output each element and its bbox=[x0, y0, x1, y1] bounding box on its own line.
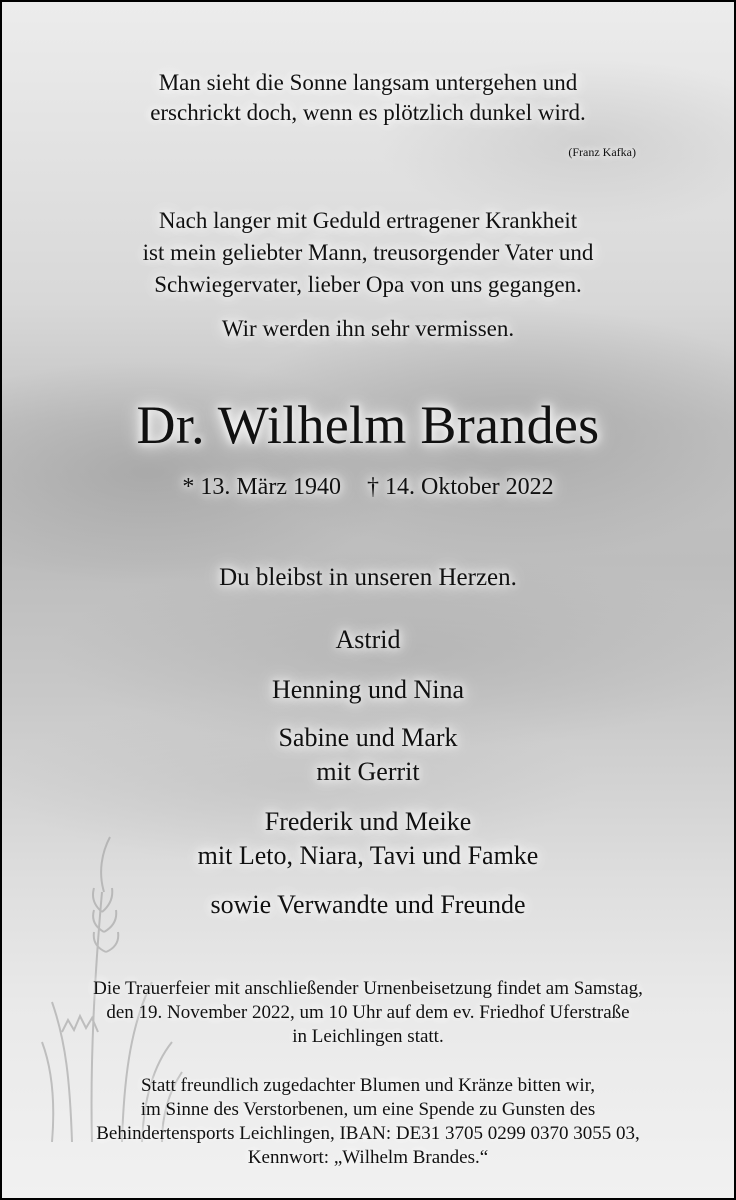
service-line-1: Die Trauerfeier mit anschließender Urnenbeisetzung findet am Samstag, bbox=[93, 978, 643, 999]
intro-line-3: Schwiegervater, lieber Opa von uns gegangen. bbox=[154, 272, 582, 297]
deceased-name: Dr. Wilhelm Brandes bbox=[136, 395, 600, 455]
service-line-2: den 19. November 2022, um 10 Uhr auf dem ev. Friedhof Uferstraße bbox=[106, 1002, 630, 1023]
motto: Du bleibst in unseren Herzen. bbox=[219, 564, 517, 591]
quote-source: (Franz Kafka) bbox=[568, 145, 636, 159]
intro-line-4: Wir werden ihn sehr vermissen. bbox=[221, 316, 515, 341]
donation-line-2: im Sinne des Verstorbenen, um eine Spende zu Gunsten des bbox=[140, 1099, 596, 1120]
family-line-6: mit Leto, Niara, Tavi und Famke bbox=[197, 841, 539, 870]
death-date: † 14. Oktober 2022 bbox=[366, 474, 554, 500]
quote-line-2: erschrickt doch, wenn es plötzlich dunkel wird. bbox=[150, 100, 586, 125]
family-line-2: Henning und Nina bbox=[271, 675, 465, 704]
donation-line-1: Statt freundlich zugedachter Blumen und Kränze bitten wir, bbox=[140, 1075, 596, 1096]
family-line-3: Sabine und Mark bbox=[278, 723, 458, 752]
intro-line-2: ist mein geliebter Mann, treusorgender Vater und bbox=[142, 240, 594, 265]
family-line-4: mit Gerrit bbox=[316, 757, 420, 786]
life-dates bbox=[2, 474, 734, 501]
donation-line-3: Behindertensports Leichlingen, IBAN: DE31 3705 0299 0370 3055 03, bbox=[96, 1123, 640, 1144]
family-line-7: sowie Verwandte und Freunde bbox=[210, 890, 526, 919]
family-line-5: Frederik und Meike bbox=[264, 807, 472, 836]
family-line-1: Astrid bbox=[335, 625, 401, 654]
donation-line-4: Kennwort: „Wilhelm Brandes.“ bbox=[247, 1147, 489, 1168]
service-line-3: in Leichlingen statt. bbox=[292, 1026, 444, 1047]
birth-date: * 13. März 1940 bbox=[182, 474, 341, 500]
quote-line-1: Man sieht die Sonne langsam untergehen und bbox=[158, 70, 578, 95]
intro-line-1: Nach langer mit Geduld ertragener Krankheit bbox=[158, 208, 578, 233]
